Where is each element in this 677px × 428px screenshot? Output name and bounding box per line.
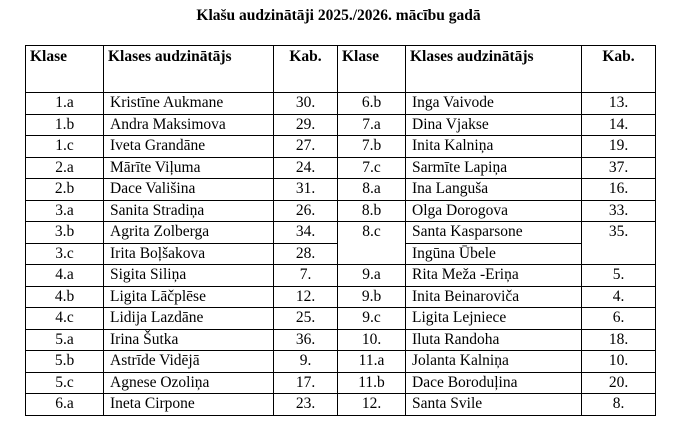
cell-klase: 5.c — [26, 372, 104, 394]
cell-klase: 2.a — [26, 157, 104, 179]
cell-klase: 1.b — [26, 114, 104, 136]
table-row — [26, 136, 656, 158]
table-header-row — [26, 46, 656, 93]
cell-kab: 37. — [582, 157, 656, 179]
cell-klase: 4.b — [26, 286, 104, 308]
cell-klase: 5.b — [26, 351, 104, 373]
cell-teacher: Rita Meža -Eriņa — [406, 265, 582, 287]
cell-teacher: Agnese Ozoliņa — [104, 372, 274, 394]
class-teachers-table — [25, 45, 656, 416]
cell-kab: 27. — [274, 136, 338, 158]
cell-teacher: Olga Dorogova — [406, 200, 582, 222]
cell-kab: 9. — [274, 351, 338, 373]
cell-teacher: Iluta Randoha — [406, 329, 582, 351]
cell-kab: 8. — [582, 394, 656, 416]
cell-klase: 3.a — [26, 200, 104, 222]
cell-kab: 5. — [582, 265, 656, 287]
table-row — [26, 200, 656, 222]
cell-klase: 7.a — [338, 114, 406, 136]
cell-teacher: Lidija Lazdāne — [104, 308, 274, 330]
cell-kab: 6. — [582, 308, 656, 330]
cell-teacher: Agrita Zolberga — [104, 222, 274, 244]
cell-klase: 10. — [338, 329, 406, 351]
cell-klase: 8.a — [338, 179, 406, 201]
page-title: Klašu audzinātāji 2025./2026. mācību gadā — [196, 7, 481, 24]
cell-klase: 11.b — [338, 372, 406, 394]
cell-klase: 5.a — [26, 329, 104, 351]
header-audzinatajs-right: Klases audzinātājs — [406, 46, 582, 93]
cell-klase: 9.c — [338, 308, 406, 330]
cell-kab: 16. — [582, 179, 656, 201]
cell-teacher: Ligita Lejniece — [406, 308, 582, 330]
cell-teacher: Jolanta Kalniņa — [406, 351, 582, 373]
cell-klase-merged: 8.c — [338, 222, 406, 265]
cell-teacher: Ingūna Ūbele — [406, 243, 582, 265]
cell-klase: 1.a — [26, 93, 104, 115]
cell-teacher: Dina Vjakse — [406, 114, 582, 136]
header-klase-left: Klase — [26, 46, 104, 93]
cell-klase: 7.c — [338, 157, 406, 179]
cell-klase: 4.c — [26, 308, 104, 330]
cell-klase: 1.c — [26, 136, 104, 158]
cell-teacher: Kristīne Aukmane — [104, 93, 274, 115]
cell-teacher: Santa Svile — [406, 394, 582, 416]
table-row — [26, 329, 656, 351]
cell-kab: 17. — [274, 372, 338, 394]
table-row — [26, 93, 656, 115]
cell-teacher: Irita Boļšakova — [104, 243, 274, 265]
cell-kab: 29. — [274, 114, 338, 136]
cell-klase: 12. — [338, 394, 406, 416]
header-klase-right: Klase — [338, 46, 406, 93]
table-row — [26, 179, 656, 201]
table-row — [26, 308, 656, 330]
cell-teacher: Mārīte Viļuma — [104, 157, 274, 179]
cell-teacher: Sarmīte Lapiņa — [406, 157, 582, 179]
cell-kab: 4. — [582, 286, 656, 308]
header-kab-right: Kab. — [582, 46, 656, 93]
cell-klase: 3.c — [26, 243, 104, 265]
header-kab-left: Kab. — [274, 46, 338, 93]
cell-teacher: Astrīde Vidējā — [104, 351, 274, 373]
cell-kab: 30. — [274, 93, 338, 115]
table-row — [26, 286, 656, 308]
cell-teacher: Inita Beinaroviča — [406, 286, 582, 308]
cell-kab: 31. — [274, 179, 338, 201]
cell-kab: 34. — [274, 222, 338, 244]
cell-teacher: Sanita Stradiņa — [104, 200, 274, 222]
table-row — [26, 372, 656, 394]
cell-klase: 8.b — [338, 200, 406, 222]
cell-kab: 23. — [274, 394, 338, 416]
cell-teacher: Sigita Siliņa — [104, 265, 274, 287]
cell-kab: 7. — [274, 265, 338, 287]
cell-kab: 13. — [582, 93, 656, 115]
cell-klase: 6.b — [338, 93, 406, 115]
cell-teacher: Santa Kasparsone — [406, 222, 582, 244]
cell-klase: 9.b — [338, 286, 406, 308]
table-row — [26, 157, 656, 179]
cell-kab: 33. — [582, 200, 656, 222]
cell-kab: 36. — [274, 329, 338, 351]
cell-kab: 19. — [582, 136, 656, 158]
cell-teacher: Ineta Cirpone — [104, 394, 274, 416]
table-row — [26, 114, 656, 136]
cell-klase: 11.a — [338, 351, 406, 373]
table-row — [26, 394, 656, 416]
cell-kab: 12. — [274, 286, 338, 308]
cell-klase: 2.b — [26, 179, 104, 201]
cell-teacher: Ina Languša — [406, 179, 582, 201]
table-row — [26, 222, 656, 244]
cell-kab: 26. — [274, 200, 338, 222]
cell-klase: 6.a — [26, 394, 104, 416]
cell-kab: 25. — [274, 308, 338, 330]
cell-klase: 7.b — [338, 136, 406, 158]
cell-kab: 20. — [582, 372, 656, 394]
cell-kab: 14. — [582, 114, 656, 136]
cell-klase: 4.a — [26, 265, 104, 287]
cell-teacher: Ligita Lāčplēse — [104, 286, 274, 308]
cell-kab: 10. — [582, 351, 656, 373]
cell-teacher: Iveta Grandāne — [104, 136, 274, 158]
cell-teacher: Dace Vališina — [104, 179, 274, 201]
cell-klase: 3.b — [26, 222, 104, 244]
cell-teacher: Irina Šutka — [104, 329, 274, 351]
cell-klase: 9.a — [338, 265, 406, 287]
cell-kab: 28. — [274, 243, 338, 265]
table-row — [26, 351, 656, 373]
header-audzinatajs-left: Klases audzinātājs — [104, 46, 274, 93]
table-row — [26, 265, 656, 287]
cell-teacher: Dace Boroduļina — [406, 372, 582, 394]
cell-kab: 18. — [582, 329, 656, 351]
cell-teacher: Inga Vaivode — [406, 93, 582, 115]
cell-kab-merged: 35. — [582, 222, 656, 265]
cell-kab: 24. — [274, 157, 338, 179]
cell-teacher: Andra Maksimova — [104, 114, 274, 136]
cell-teacher: Inita Kalniņa — [406, 136, 582, 158]
